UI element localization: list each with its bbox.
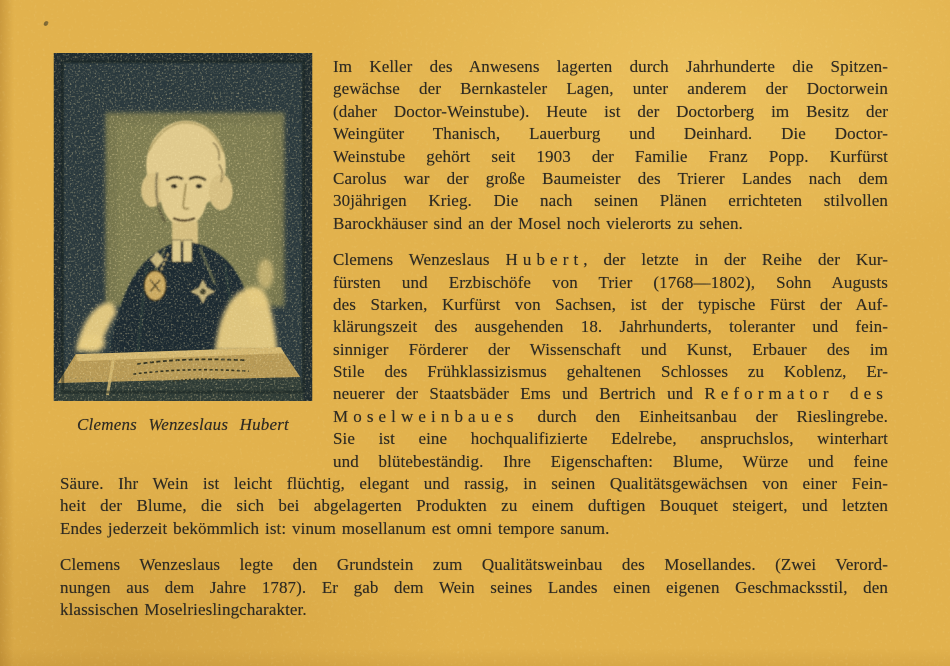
text-segment: Carolus war der große Baumeister des Trierer Landes nach dem [333, 168, 888, 188]
text-line [60, 577, 888, 599]
text-segment: sinniger Förderer der Wissenschaft und Kunst, Erbauer des im [333, 339, 888, 359]
text-segment: heit der Blume, die sich bei abgelagerten Produkten zu einem duftigen Bouquet steigert, und letzten [60, 496, 888, 516]
text-line [333, 213, 888, 235]
text-flow [60, 56, 888, 621]
text-line [333, 190, 888, 212]
portrait-image [53, 53, 313, 401]
text-segment: Endes jederzeit bekömmlich ist: vinum mosellanum est omni tempore sanum. [60, 518, 610, 538]
text-line [60, 554, 888, 576]
portrait-grain [54, 53, 313, 401]
text-line [333, 383, 888, 405]
text-segment: 30jährigen Krieg. Die nach seinen Plänen errichteten stilvollen [333, 191, 888, 211]
text-segment: Hubert [505, 250, 584, 270]
text-segment: nungen aus dem Jahre 1787). Er gab dem Wein seines Landes einen eigenen Geschmacksstil, den [60, 577, 888, 597]
text-line [333, 101, 888, 123]
text-segment: gewächse der Bernkasteler Lagen, unter anderem der Doctorwein [333, 79, 888, 99]
text-segment: Barockhäuser sind an der Mosel noch vielerorts zu sehen. [333, 213, 743, 233]
text-line [333, 406, 888, 428]
text-segment: Sie ist eine hochqualifizierte Edelrebe, anspruchslos, winterhart [333, 429, 888, 449]
text-line [333, 294, 888, 316]
text-line [333, 56, 888, 78]
text-segment: Im Keller des Anwesens lagerten durch Jahrhunderte die Spitzen- [333, 57, 888, 76]
text-line [333, 272, 888, 294]
text-segment: Clemens Wenzeslaus [333, 250, 506, 270]
text-segment: Weingüter Thanisch, Lauerburg und Deinhard. Die Doctor- [333, 124, 888, 144]
text-line [333, 168, 888, 190]
text-line [333, 339, 888, 361]
paragraph [60, 554, 888, 621]
text-segment: (daher Doctor-Weinstube). Heute ist der Doctorberg im Besitz der [333, 101, 888, 121]
portrait-figure [53, 53, 313, 469]
text-segment: klassischen Moselrieslingcharakter. [60, 599, 307, 619]
text-segment: Reformator des [704, 384, 888, 404]
text-segment: Clemens Wenzeslaus legte den Grundstein zum Qualitätsweinbau des Mosellandes. (Zwei Verord- [60, 555, 888, 575]
text-line [333, 78, 888, 100]
text-line [60, 473, 888, 495]
portrait-caption: Clemens Wenzeslaus Hubert [77, 415, 289, 434]
text-segment: Stile des Frühklassizismus gehaltenen Schlosses zu Koblenz, Er- [333, 362, 888, 382]
text-line [333, 361, 888, 383]
text-segment: und blütebeständig. Ihre Eigenschaften: Blume, Würze und feine [333, 451, 888, 471]
text-line [333, 123, 888, 145]
text-segment: fürsten und Erzbischöfe von Trier (1768—1802), Sohn Augusts [333, 272, 888, 292]
text-segment: neuerer der Staatsbäder Ems und Bertrich und [333, 384, 705, 404]
text-segment: Weinstube gehört seit 1903 der Familie Franz Popp. Kurfürst [333, 146, 888, 166]
text-line [60, 518, 888, 540]
text-segment: durch den Einheitsanbau der Rieslingrebe. [518, 406, 888, 426]
text-segment: klärungszeit des ausgehenden 18. Jahrhunderts, toleranter und fein- [333, 317, 888, 337]
text-line [60, 495, 888, 517]
text-segment: des Starken, Kurfürst von Sachsen, ist der typische Fürst der Auf- [333, 294, 888, 314]
text-segment: , der letzte in der Reihe der Kur- [583, 250, 888, 270]
text-segment: Säure. Ihr Wein ist leicht flüchtig, elegant und rassig, in seinen Qualitätsgewächsen von einer Fein- [60, 474, 888, 494]
text-line [333, 451, 888, 473]
text-line [333, 428, 888, 450]
ink-speck [43, 20, 49, 26]
text-line [60, 599, 888, 621]
text-line [333, 249, 888, 271]
text-line [333, 316, 888, 338]
text-line [333, 146, 888, 168]
text-segment: Moselweinbaues [333, 406, 519, 426]
